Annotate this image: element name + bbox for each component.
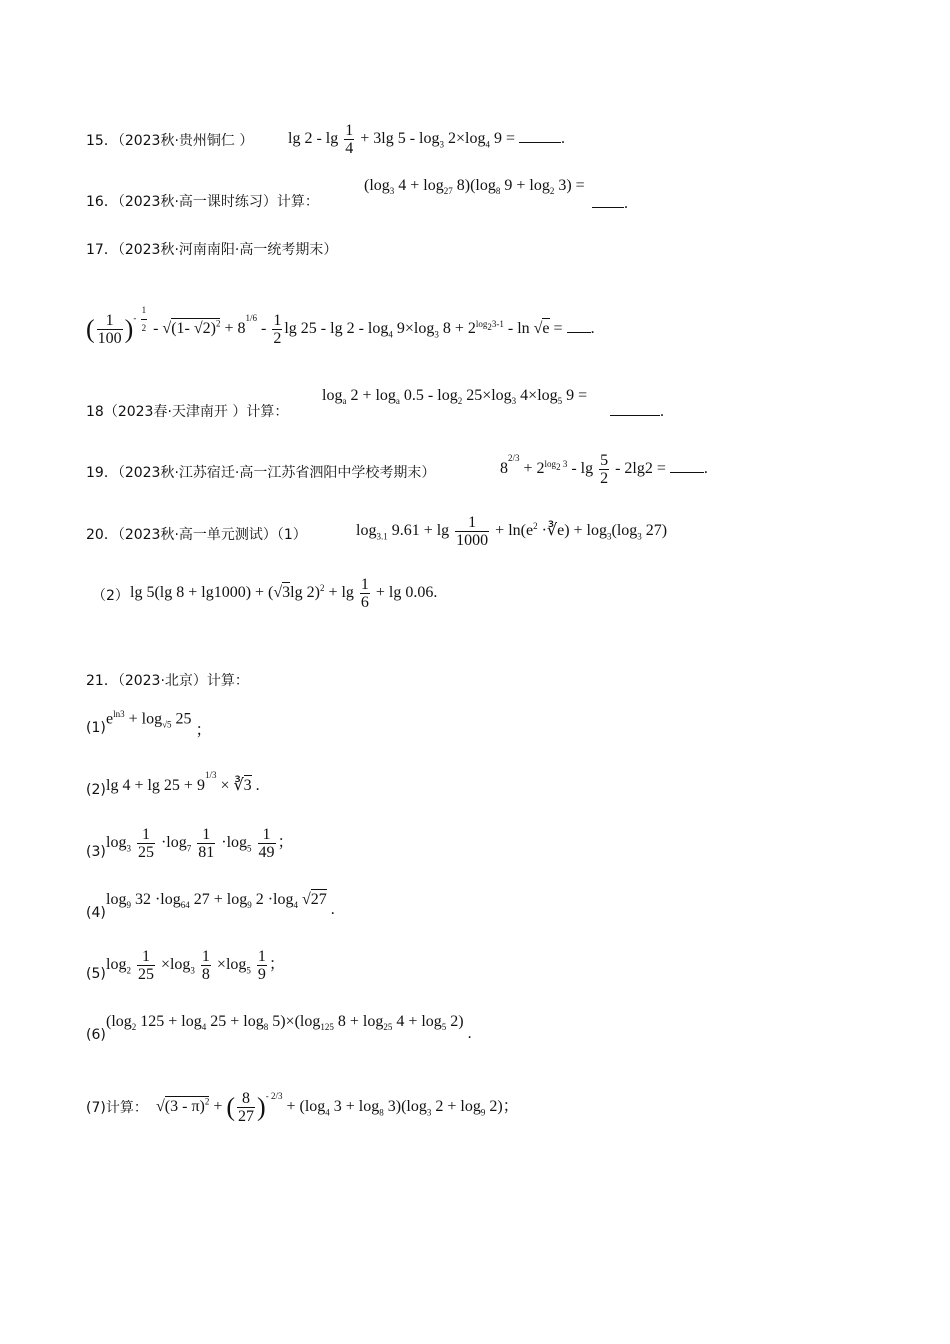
problem-19-expression: $8^{2/3} + 2^{log_2 3} - \lg$ $\frac{5}{2}$ - 2lg2 = . (500, 452, 708, 487)
problem-16-label: 16．（2023秋·高一课时练习）计算： (86, 194, 319, 210)
problem-20-part1-expression: $\log_{3.1} 9.61 + \lg$ $\frac{1}{1000}$ + $\ln(e^2$ ·∛e) + $\log_3(\log_3$ 27) (356, 514, 668, 549)
problem-21-part7-label: (7)计算： (86, 1100, 148, 1116)
problem-16-expression: ($\log_3$ $4 + \log_{27} 8)(\log_8$ $9 + \log_2 3$) = (364, 177, 585, 197)
problem-21-part5-label: (5) (86, 966, 106, 982)
problem-21-part1-expression: $e^{ln3} + \log_{√5} 25$ ； (106, 709, 212, 740)
problem-18-expression: $\log_a 2 + \log_a 0.5 - \log_2 25\times\log_3$ $4\times\log_5$ 9 = (322, 387, 588, 407)
problem-21-part1-label: (1) (86, 720, 106, 736)
problem-15-label: 15．（2023秋·贵州铜仁 ） (86, 133, 254, 149)
problem-21-part4-tail: . (330, 901, 335, 918)
problem-15-expression: lg 2 - lg $\frac{1}{4}$ + 3lg $5 - \log_3 2\times\log_4$ 9 = . (288, 122, 565, 157)
problem-20-label: 20．（2023秋·高一单元测试）（1） (86, 527, 307, 543)
problem-21-label: 21．（2023·北京）计算： (86, 673, 249, 689)
problem-21-part7-tail: ； (502, 1098, 519, 1116)
problem-21-part5-tail: ； (268, 956, 285, 974)
problem-21-part5-expression: $\log_2$ $\frac{1}{25}$ $\times\log_3$ $\frac{1}{8}$ $\times\log_5$ $\frac{1}{9}$ ； (106, 948, 285, 983)
problem-21-part6-tail: . (467, 1025, 472, 1042)
problem-21-part2-expression: $\lg 4 + \lg 25 + 9^{1/3}$ × ∛3 . (106, 770, 260, 794)
problem-21-part3-label: (3) (86, 844, 106, 860)
problem-20-period: . (433, 584, 438, 602)
problem-16-period: . (624, 195, 628, 212)
problem-21-part3-expression: $\log_3$ $\frac{1}{25}$ $\cdot\log_7$ $\frac{1}{81}$ $\cdot\log_5$ $\frac{1}{49}$ ； (106, 826, 294, 861)
problem-21-part2-label: (2) (86, 782, 106, 798)
problem-21-part3-tail: ； (277, 834, 294, 852)
problem-19-label: 19．（2023秋·江苏宿迁·高一江苏省泗阳中学校考期末） (86, 465, 436, 481)
problem-18-answer-blank (610, 402, 664, 422)
problem-21-part7-expression: √(3 - π)$^2$ + ( $\frac{8}{27}$ )$^{- 2/3} + (\log_4$ $3 + \log_8 3)(\log_3$ $2 + \log_9 2$)； (156, 1090, 519, 1125)
problem-20-part2-expression: lg 5(lg 8 + lg1000) + (√3lg 2)$^2$ + lg $\frac{1}{6}$ + lg 0.06. (130, 576, 438, 611)
problem-15-period: . (560, 130, 565, 148)
problem-21-part6-label: (6) (86, 1027, 106, 1043)
problem-17-period: . (590, 320, 595, 338)
problem-17-expression: ( $\frac{1}{100}$ )$^{- \frac{1}{2}}$ - √(1- $√2)^2 + 8^{1/6}$ - $\frac{1}{2}$ $\lg 25 - \lg 2 - \log_4 9\times\log_3$ $8 + 2^{log_23-1} - \ln √e$ = . (86, 312, 595, 349)
problem-17-label: 17．（2023秋·河南南阳·高一统考期末） (86, 242, 338, 258)
problem-16-answer-blank (592, 194, 628, 214)
problem-21-part4-expression: $\log_9 32 \cdot\log_{64}$ $27 + \log_9 2 \cdot\log_4$ √27 . (106, 891, 335, 918)
problem-21-part2-tail: . (255, 777, 260, 794)
problem-18-label: 18（2023春·天津南开 ）计算： (86, 404, 289, 420)
problem-21-part4-label: (4) (86, 905, 106, 921)
problem-19-period: . (703, 460, 708, 478)
problem-21-part1-tail: ； (195, 722, 212, 740)
problem-20-part2-label: （2） (92, 588, 129, 604)
problem-21-part6-expression: ($\log_2$ $125 + \log_4 25 + \log_8 5)\times(\log_{125}$ $8 + \log_{25} 4 + \log_5 2$) . (106, 1013, 472, 1042)
problem-18-period: . (660, 403, 664, 420)
